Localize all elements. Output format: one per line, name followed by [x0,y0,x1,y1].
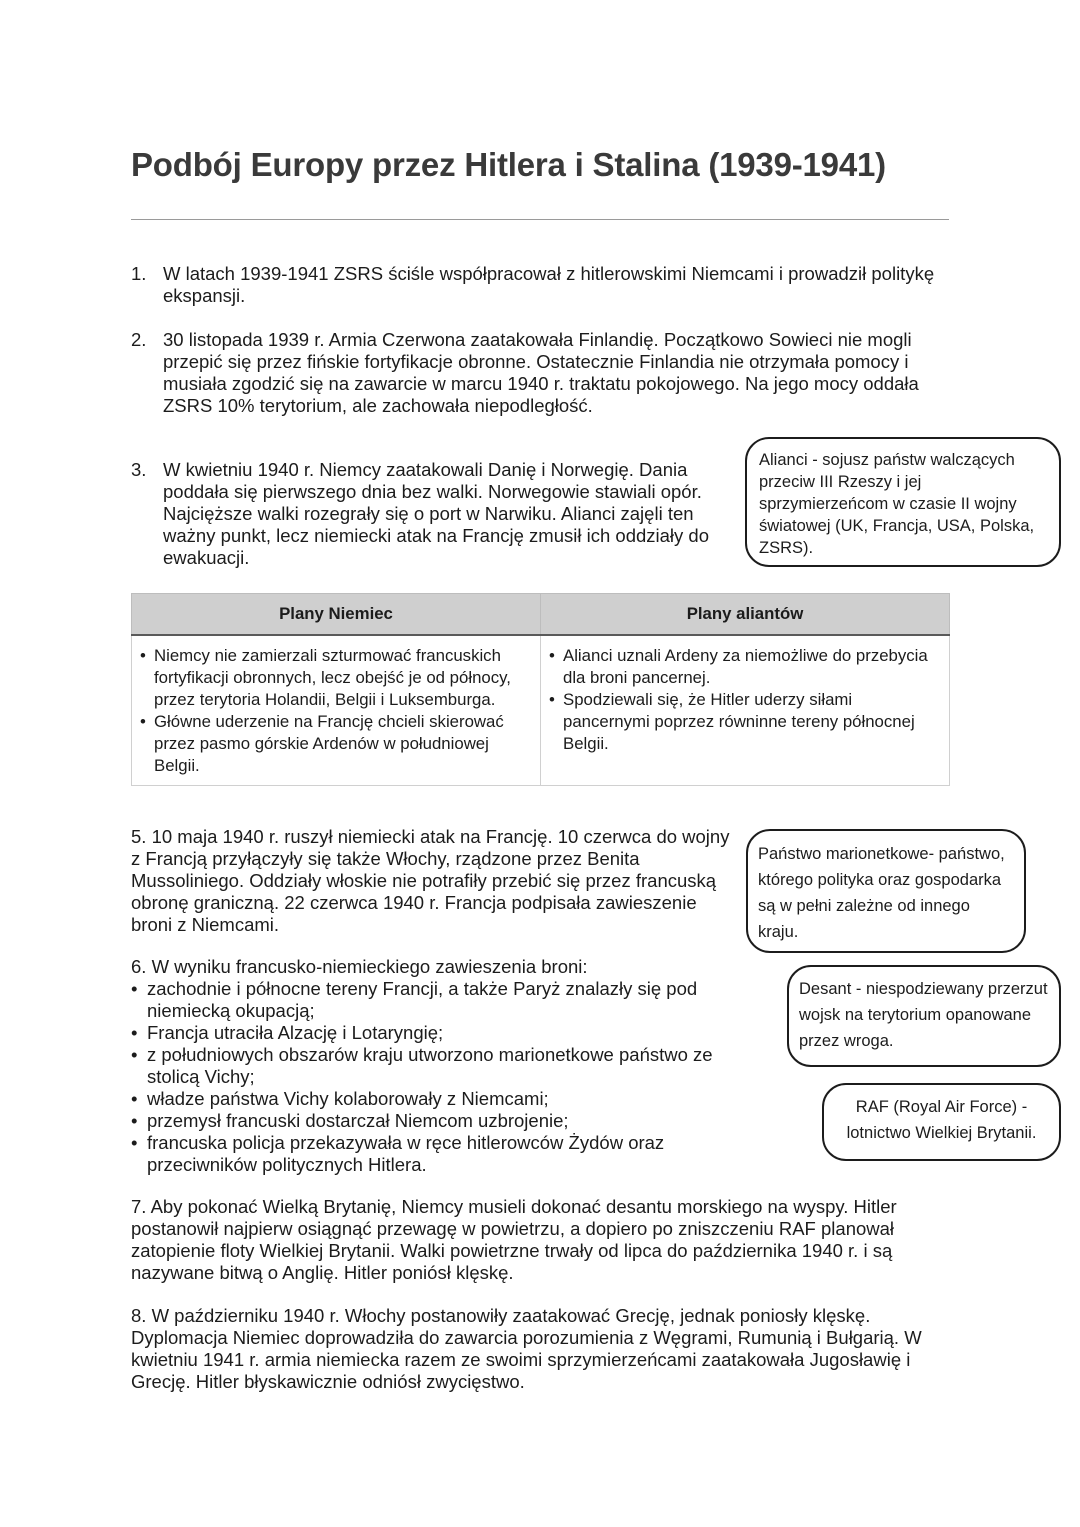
point-2 [131,329,949,417]
page-title: Podbój Europy przez Hitlera i Stalina (1939-1941) [131,146,886,183]
list-item: • Niemcy nie zamierzali szturmować francuskich fortyfikacji obronnych, lecz obejść je od północy, przez terytoria Holandii, Belgii i Luksemburga. [138,645,534,711]
list-item: • przemysł francuski dostarczał Niemcom uzbrojenie; [131,1110,756,1132]
point-number: 3. [131,459,147,480]
table-header-germany: Plany Niemiec [132,594,541,636]
list-item: • Alianci uznali Ardeny za niemożliwe do przebycia dla broni pancernej. [547,645,943,689]
list-item: • z południowych obszarów kraju utworzono marionetkowe państwo ze stolicą Vichy; [131,1044,756,1088]
point-text: 10 maja 1940 r. ruszył niemiecki atak na Francję. 10 czerwca do wojny z Francją przyłączyły się także Włochy, rządzone przez Benita Mussoliniego. Oddziały włoskie nie potrafiły przebić się przez francuską obronę graniczną. 22 czerwca 1940 r. Francja podpisała zawieszenie broni z Niemcami. [131,826,730,935]
table-row [132,635,950,786]
point-6-intro [131,956,756,978]
point-text: W kwietniu 1940 r. Niemcy zaatakowali Danię i Norwegię. Dania poddała się pierwszego dnia bez walki. Norwegowie stawiali opór. Najcięższe walki rozegrały się o port w Narwiku. Alianci zajęli ten ważny punkt, lecz niemiecki atak na Francję zmusił ich oddziały do ewakuacji. [163,459,709,568]
table-cell-allies [541,635,950,786]
point-text: W latach 1939-1941 ZSRS ściśle współpracował z hitlerowskimi Niemcami i prowadził politykę ekspansji. [163,263,935,306]
note-desant: Desant - niespodziewany przerzut wojsk na terytorium opanowane przez wroga. [787,965,1061,1067]
list-item: • władze państwa Vichy kolaborowały z Niemcami; [131,1088,756,1110]
point-number: 1. [131,263,147,284]
list-item: • francuska policja przekazywała w ręce hitlerowców Żydów oraz przeciwników politycznych Hitlera. [131,1132,756,1176]
table-header-allies: Plany aliantów [541,594,950,636]
table-cell-germany [132,635,541,786]
point-text: 30 listopada 1939 r. Armia Czerwona zaatakowała Finlandię. Początkowo Sowieci nie mogli przepić się przez fińskie fortyfikacje obronne. Ostatecznie Finlandia nie otrzymała pomocy i musiała zgodzić się na zawarcie w marcu 1940 r. traktatu pokojowego. Na jego mocy oddała ZSRS 10% terytorium, ale zachowała niepodległość. [163,329,919,416]
point-number: 6. [131,956,147,977]
point-6 [131,956,756,1176]
list-item: • Główne uderzenie na Francję chcieli skierować przez pasmo górskie Ardenów w południowej Belgii. [138,711,534,777]
point-5 [131,826,731,936]
point-6-list [131,978,756,1176]
point-3 [131,459,721,569]
point-number: 5. [131,826,147,847]
plans-table [131,593,950,786]
note-alianci: Alianci - sojusz państw walczących przeciw III Rzeszy i jej sprzymierzeńcom w czasie II wojny światowej (UK, Francja, USA, Polska, ZSRS). [745,437,1061,567]
point-number: 7. [131,1196,147,1217]
list-item: • zachodnie i północne tereny Francji, a także Paryż znalazły się pod niemiecką okupacją; [131,978,756,1022]
list-item: • Francja utraciła Alzację i Lotaryngię; [131,1022,756,1044]
point-8 [131,1305,949,1393]
note-raf: RAF (Royal Air Force) - lotnictwo Wielkiej Brytanii. [822,1083,1061,1161]
point-text: W wyniku francusko-niemieckiego zawieszenia broni: [151,956,588,977]
title-divider [131,219,949,220]
point-1 [131,263,941,307]
list-item: • Spodziewali się, że Hitler uderzy siłami pancernymi poprzez równinne tereny północnej Belgii. [547,689,943,755]
point-text: W październiku 1940 r. Włochy postanowiły zaatakować Grecję, jednak poniosły klęskę. Dyplomacja Niemiec doprowadziła do zawarcia porozumienia z Węgrami, Rumunią i Bułgarią. W kwietniu 1941 r. armia niemiecka razem ze swoimi sprzymierzeńcami zaatakowała Jugosławię i Grecję. Hitler błyskawicznie odniósł zwycięstwo. [131,1305,922,1392]
point-7 [131,1196,949,1284]
point-number: 2. [131,329,147,350]
note-marionetkowe: Państwo marionetkowe- państwo, którego polityka oraz gospodarka są w pełni zależne od innego kraju. [746,829,1026,953]
table-header-row [132,594,950,636]
point-number: 8. [131,1305,147,1326]
point-text: Aby pokonać Wielką Brytanię, Niemcy musieli dokonać desantu morskiego na wyspy. Hitler postanowił najpierw osiągnąć przewagę w powietrzu, a dopiero po zniszczeniu RAF planował zatopienie floty Wielkiej Brytanii. Walki powietrzne trwały od lipca do października 1940 r. i są nazywane bitwą o Anglię. Hitler poniósł klęskę. [131,1196,897,1283]
